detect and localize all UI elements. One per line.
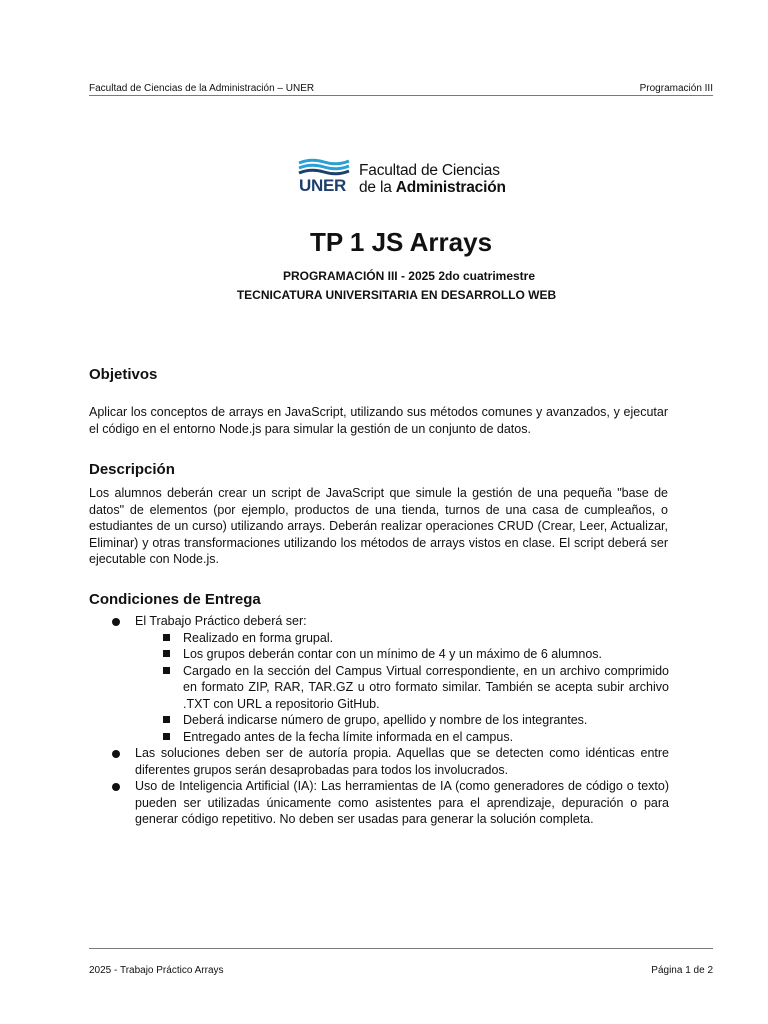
list-item: Las soluciones deben ser de autoría propia. Aquellas que se detecten como idénticas entre diferentes grupos serán desaprobadas para todos los involucrados.	[89, 745, 669, 778]
page-footer	[89, 965, 713, 976]
heading-descripcion: Descripción	[89, 461, 175, 478]
square-bullet-icon	[163, 733, 170, 740]
paragraph-objetivos: Aplicar los conceptos de arrays en JavaScript, utilizando sus métodos comunes y avanzados, y ejecutar el código en el entorno Node.js para simular la gestión de un conjunto de datos.	[89, 405, 668, 436]
conditions-list	[89, 613, 669, 828]
document-subtitle-career: TECNICATURA UNIVERSITARIA EN DESARROLLO WEB	[236, 288, 557, 302]
uner-logo	[298, 158, 513, 198]
square-bullet-icon	[163, 716, 170, 723]
sub-list-item: Realizado en forma grupal.	[89, 630, 669, 647]
square-bullet-icon	[163, 667, 170, 674]
bullet-icon	[112, 750, 120, 758]
logo-line1: Facultad de Ciencias	[359, 162, 500, 179]
header-institution: Facultad de Ciencias de la Administración – UNER	[89, 83, 315, 94]
heading-objetivos: Objetivos	[89, 366, 158, 383]
bullet-icon	[112, 618, 120, 626]
bullet-icon	[112, 783, 120, 791]
page-header	[89, 79, 713, 94]
square-bullet-icon	[163, 634, 170, 641]
logo-acronym: UNER	[299, 176, 346, 195]
paragraph-descripcion: Los alumnos deberán crear un script de JavaScript que simule la gestión de una pequeña "base de datos" de elementos (por ejemplo, productos de una tienda, turnos de una casa de cumpleaños, o estudiantes de un curso) utilizando arrays. Deberán realizar operaciones CRUD (Crear, Leer, Actualizar, Eliminar) y otras transformaciones utilizando los métodos de arrays vistos en clase. El script deberá ser ejecutable con Node.js.	[89, 486, 668, 566]
list-item: El Trabajo Práctico deberá ser:	[89, 613, 669, 630]
document-subtitle-course: PROGRAMACIÓN III - 2025 2do cuatrimestre	[282, 269, 536, 283]
footer-page-number: Página 1 de 2	[651, 965, 713, 976]
logo-waves-icon	[298, 158, 350, 178]
header-course: Programación III	[639, 83, 713, 94]
header-divider	[89, 95, 713, 96]
logo-line2: de la Administración	[359, 179, 506, 196]
footer-title: 2025 - Trabajo Práctico Arrays	[89, 965, 224, 976]
list-item: Uso de Inteligencia Artificial (IA): Las herramientas de IA (como generadores de código o texto) pueden ser utilizadas únicamente como asistentes para el aprendizaje, depuración o para generar código repetitivo. No deben ser usadas para generar la solución completa.	[89, 778, 669, 828]
heading-condiciones: Condiciones de Entrega	[89, 591, 261, 608]
document-title: TP 1 JS Arrays	[309, 227, 493, 257]
square-bullet-icon	[163, 650, 170, 657]
sub-list-item: Deberá indicarse número de grupo, apellido y nombre de los integrantes.	[89, 712, 669, 729]
footer-divider	[89, 948, 713, 949]
sub-list-item: Cargado en la sección del Campus Virtual correspondiente, en un archivo comprimido en formato ZIP, RAR, TAR.GZ u otro formato similar. También se acepta subir archivo .TXT con URL a repositorio GitHub.	[89, 663, 669, 713]
sub-list-item: Los grupos deberán contar con un mínimo de 4 y un máximo de 6 alumnos.	[89, 646, 669, 663]
sub-list-item: Entregado antes de la fecha límite informada en el campus.	[89, 729, 669, 746]
